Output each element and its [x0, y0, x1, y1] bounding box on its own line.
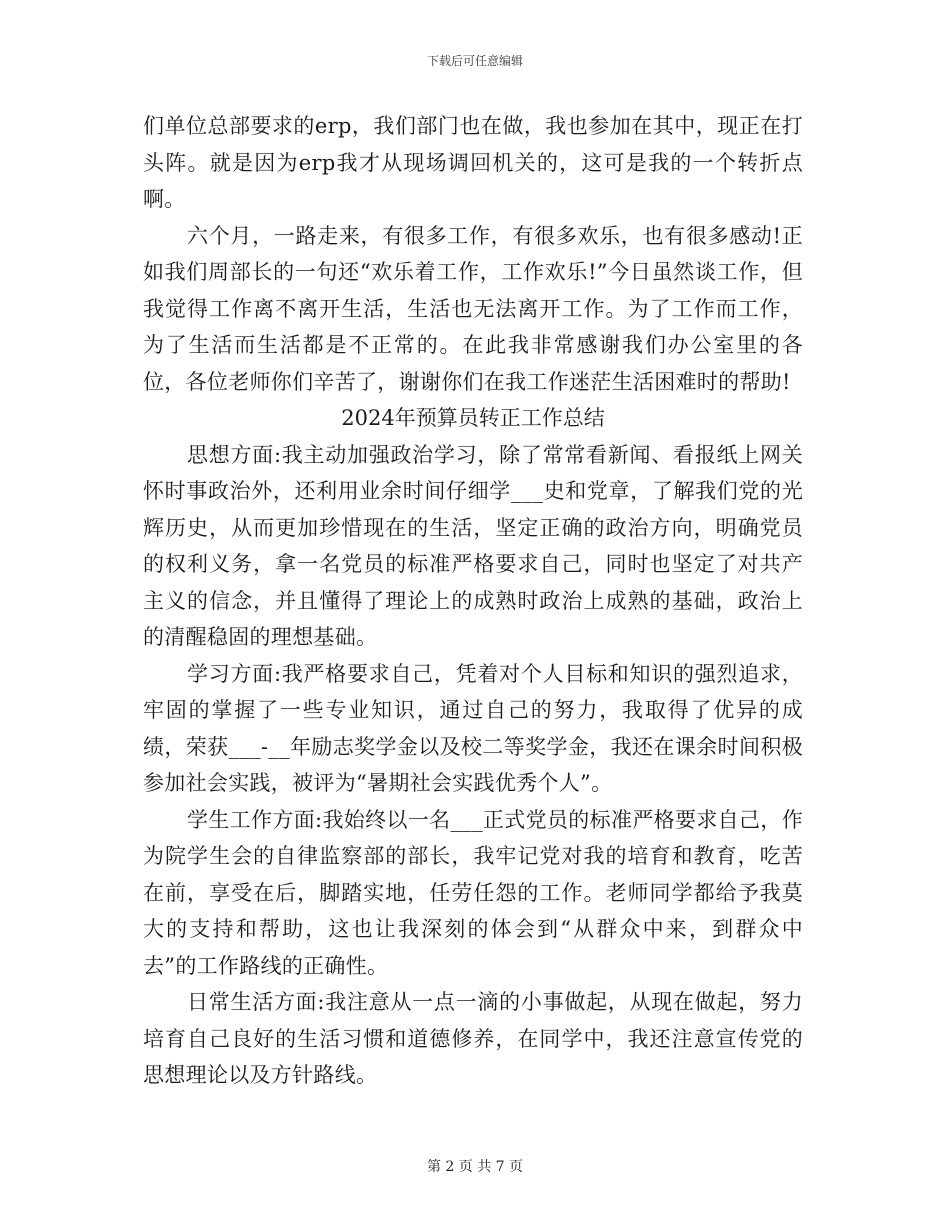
body-paragraph-study: 学习方面:我严格要求自己，凭着对个人目标和知识的强烈追求，牢固的掌握了一些专业知识，通过自己的努力，我取得了优异的成绩，荣获___-__年励志奖学金以及校二等奖学金，我还在课余时间积极参加社会实践，被评为“暑期社会实践优秀个人”。	[143, 661, 803, 795]
document-title: 2024年预算员转正工作总结	[341, 406, 605, 430]
page-number: 第 2 页 共 7 页	[426, 1159, 524, 1175]
page-header-note: 下载后可任意编辑	[426, 54, 523, 68]
document-body	[143, 108, 803, 1094]
intro-paragraph-2: 六个月，一路走来，有很多工作，有很多欢乐，也有很多感动!正如我们周部长的一句还“欢乐着工作，工作欢乐!”今日虽然谈工作，但我觉得工作离不离开生活，生活也无法离开工作。为了工作而工作，为了生活而生活都是不正常的。在此我非常感谢我们办公室里的各位，各位老师你们辛苦了，谢谢你们在我工作迷茫生活困难时的帮助!	[143, 223, 803, 394]
body-paragraph-ideology: 思想方面:我主动加强政治学习，除了常常看新闻、看报纸上网关怀时事政治外，还利用业余时间仔细学___史和党章，了解我们党的光辉历史，从而更加珍惜现在的生活，坚定正确的政治方向，明确党员的权利义务，拿一名党员的标准严格要求自己，同时也坚定了对共产主义的信念，并且懂得了理论上的成熟时政治上成熟的基础，政治上的清醒稳固的理想基础。	[143, 442, 803, 649]
body-paragraph-student-work: 学生工作方面:我始终以一名___正式党员的标准严格要求自己，作为院学生会的自律监察部的部长，我牢记党对我的培育和教育，吃苦在前，享受在后，脚踏实地，任劳任怨的工作。老师同学都给予我莫大的支持和帮助，这也让我深刻的体会到“从群众中来，到群众中去”的工作路线的正确性。	[143, 807, 803, 978]
body-paragraph-daily-life: 日常生活方面:我注意从一点一滴的小事做起，从现在做起，努力培育自己良好的生活习惯和道德修养，在同学中，我还注意宣传党的思想理论以及方针路线。	[143, 990, 803, 1087]
intro-paragraph-1: 们单位总部要求的erp，我们部门也在做，我也参加在其中，现正在打头阵。就是因为erp我才从现场调回机关的，这可是我的一个转折点啊。	[143, 114, 803, 211]
